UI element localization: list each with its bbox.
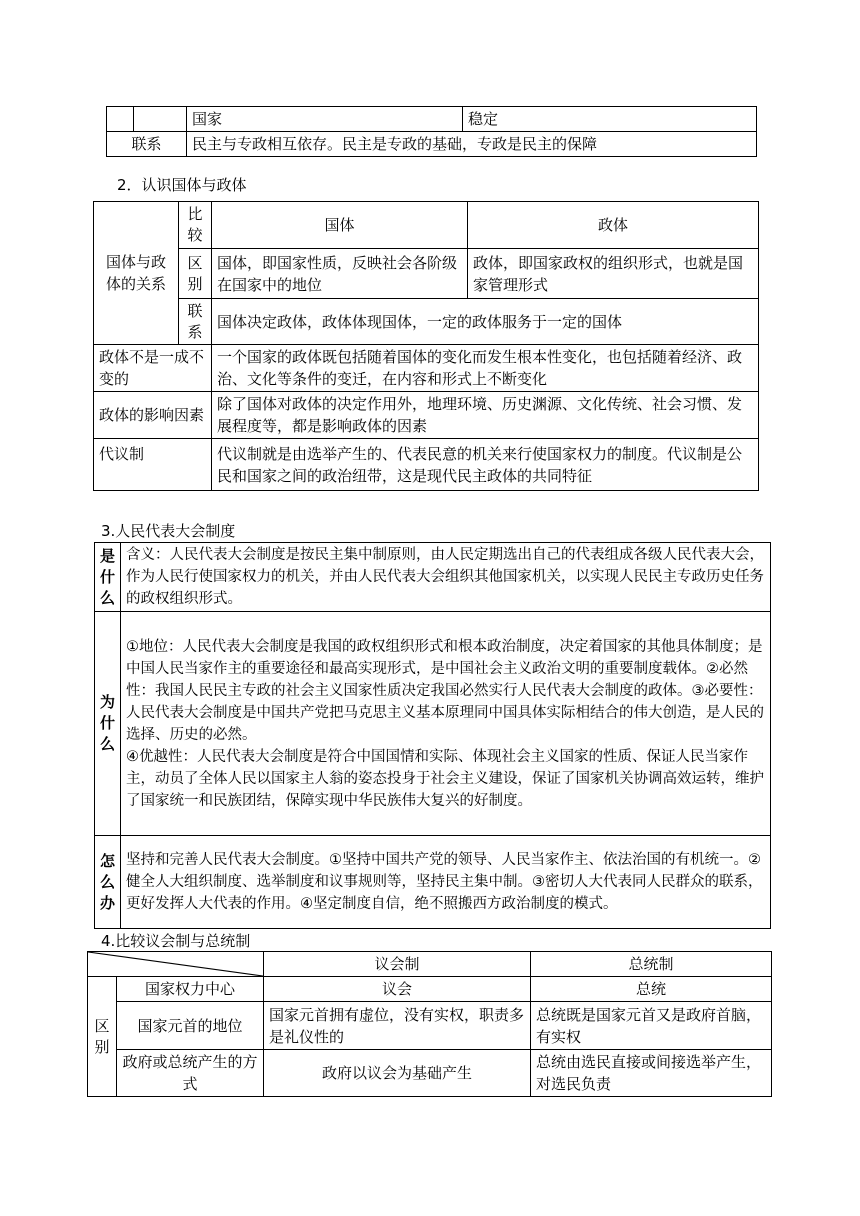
link-text: 民主与专政相互依存。民主是专政的基础，专政是民主的保障 — [187, 132, 757, 157]
compare-label: 比较 — [179, 202, 212, 249]
section-heading-3: 3.人民代表大会制度 — [101, 522, 236, 540]
why-label: 为什么 — [95, 612, 121, 836]
npc-system-table — [94, 542, 771, 929]
what-text: 含义：人民代表大会制度是按民主集中制原则，由人民定期选出自己的代表组成各级人民代表大会，作为人民行使国家权力的机关，并由人民代表大会组织其他国家机关，以实现人民民主专政历史任务的政权组织形式。 — [121, 543, 771, 612]
section-heading-2: 2．认识国体与政体 — [117, 176, 247, 194]
diff-guoti: 国体，即国家性质，反映社会各阶级在国家中的地位 — [212, 249, 468, 299]
diff-label: 区别 — [179, 249, 212, 299]
what-label: 是什么 — [95, 543, 121, 612]
diagonal-line — [88, 952, 263, 976]
cell-president: 总统既是国家元首又是政府首脑，有实权 — [531, 1002, 772, 1050]
col-header-zhengti: 政体 — [468, 202, 759, 249]
cell-parliament: 政府以议会为基础产生 — [264, 1050, 531, 1097]
group-label: 国体与政体的关系 — [94, 202, 179, 345]
link-label: 联系 — [179, 299, 212, 345]
diff-label: 区别 — [88, 977, 117, 1097]
table-cell: 稳定 — [463, 107, 757, 132]
row-label: 政体的影响因素 — [94, 392, 212, 439]
table-cell: 国家 — [187, 107, 463, 132]
row-text: 一个国家的政体既包括随着国体的变化而发生根本性变化，也包括随着经济、政治、文化等条件的变迁，在内容和形式上不断变化 — [212, 345, 759, 392]
guoti-zhengti-table — [93, 201, 759, 491]
row-label: 代议制 — [94, 439, 212, 491]
link-text: 国体决定政体，政体体现国体，一定的政体服务于一定的国体 — [212, 299, 759, 345]
row-text: 除了国体对政体的决定作用外，地理环境、历史渊源、文化传统、社会习惯、发展程度等，都是影响政体的因素 — [212, 392, 759, 439]
cell-parliament: 国家元首拥有虚位，没有实权，职责多是礼仪性的 — [264, 1002, 531, 1050]
how-label: 怎么办 — [95, 836, 121, 929]
row-label-link: 联系 — [107, 132, 187, 157]
col-header-guoti: 国体 — [212, 202, 468, 249]
empty-cell — [134, 107, 187, 132]
democracy-dictatorship-table — [106, 106, 757, 157]
why-text-1: ①地位：人民代表大会制度是我国的政权组织形式和根本政治制度，决定着国家的其他具体制度；是中国人民当家作主的重要途径和最高实现形式，是中国社会主义政治文明的重要制度载体。②必然性：我国人民民主专政的社会主义国家性质决定我国必然实行人民代表大会制度的政体。③必要性：人民代表大会制度是中国共产党把马克思主义基本原理同中国具体实际相结合的伟大创造，是人民的选择、历史的必然。 — [126, 638, 764, 743]
section-heading-4: 4.比较议会制与总统制 — [101, 932, 251, 950]
cell-president: 总统由选民直接或间接选举产生，对选民负责 — [531, 1050, 772, 1097]
empty-cell — [107, 107, 134, 132]
cell-president: 总统 — [531, 977, 772, 1002]
diagonal-header-cell — [88, 952, 264, 977]
row-label: 国家元首的地位 — [117, 1002, 264, 1050]
row-label: 国家权力中心 — [117, 977, 264, 1002]
row-text: 代议制就是由选举产生的、代表民意的机关来行使国家权力的制度。代议制是公民和国家之间的政治纽带，这是现代民主政体的共同特征 — [212, 439, 759, 491]
cell-parliament: 议会 — [264, 977, 531, 1002]
row-label: 政体不是一成不变的 — [94, 345, 212, 392]
parliament-president-table — [87, 951, 772, 1097]
row-label: 政府或总统产生的方式 — [117, 1050, 264, 1097]
col-header-parliament: 议会制 — [264, 952, 531, 977]
col-header-president: 总统制 — [531, 952, 772, 977]
how-text: 坚持和完善人民代表大会制度。①坚持中国共产党的领导、人民当家作主、依法治国的有机统一。②健全人大组织制度、选举制度和议事规则等，坚持民主集中制。③密切人大代表同人民群众的联系，更好发挥人大代表的作用。④坚定制度自信，绝不照搬西方政治制度的模式。 — [121, 836, 771, 929]
why-text-2: ④优越性：人民代表大会制度是符合中国国情和实际、体现社会主义国家的性质、保证人民当家作主，动员了全体人民以国家主人翁的姿态投身于社会主义建设，保证了国家机关协调高效运转，维护了国家统一和民族团结，保障实现中华民族伟大复兴的好制度。 — [126, 748, 764, 809]
diff-zhengti: 政体，即国家政权的组织形式，也就是国家管理形式 — [468, 249, 759, 299]
